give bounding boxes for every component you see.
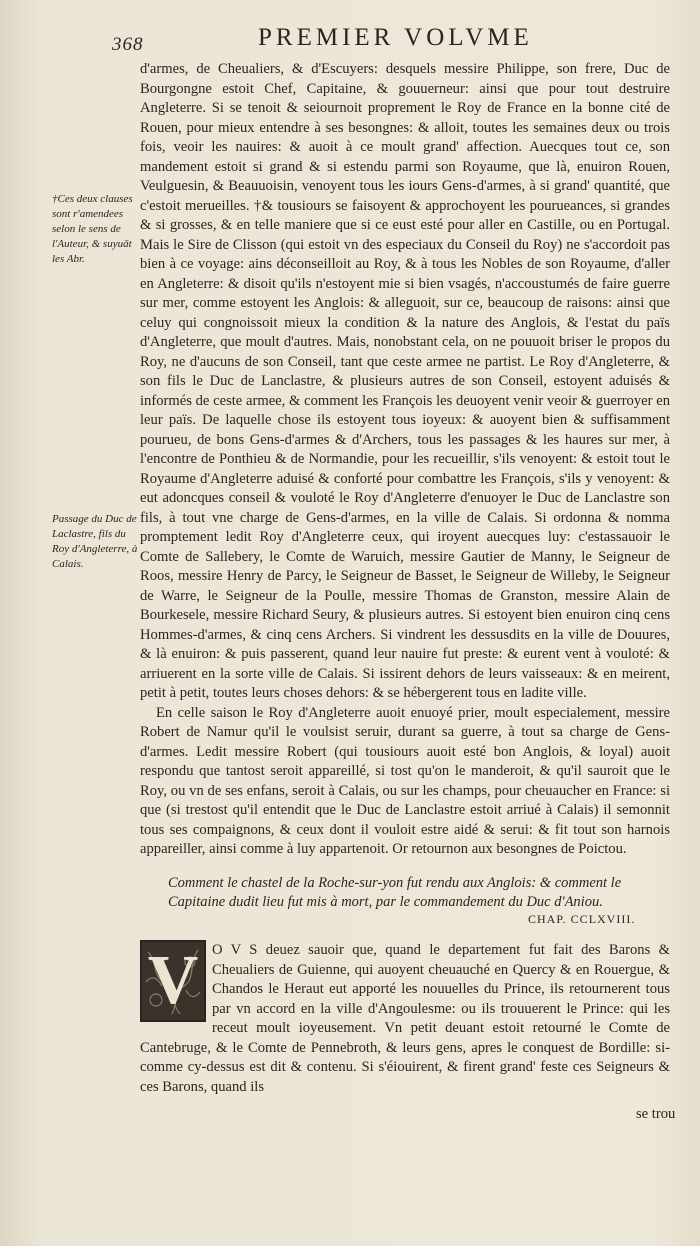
chapter-heading: Comment le chastel de la Roche-sur-yon fut rendu aux Anglois: & comment le Capitaine dudit lieu fut mis à mort, par le commandement du Duc d'Aniou. (168, 875, 622, 910)
page-header (0, 20, 700, 60)
paragraph: En celle saison le Roy d'Angleterre auoit enuoyé prier, moult especialement, messire Robert de Namur qu'il le voulsist seruir, durant sa guerre, à tout sa charge de Gens-d'armes. Ledit messire Robert (qui tousiours auoit esté bon Anglois, & loyal) auoit respondu que tantost seroit appareillé, si tost qu'on le manderoit, & qu'il sauroit que le Roy, ou vn de ses enfans, seroit à Calais, ou sur les champs, pour cheuaucher en France: si que (si trestost qu'il entendit que le Duc de Lanclastre estoit arriué à Calais) il semonnit tous ses compaignons, & ceux dont il vouloit estre aidé & serui: & fit tout son harnois appareiller, ainsi comme à luy appartenoit. Or retournon aux besongnes de Poictou. (140, 704, 670, 857)
drop-cap-letter: V (147, 942, 199, 1019)
margin-note: Passage du Duc de Laclastre, fils du Roy d'Angleterre, à Calais. (52, 513, 138, 570)
catchword: se trou (636, 1106, 676, 1122)
chapter-number: CHAP. CCLXVIII. (528, 912, 636, 926)
main-text (140, 60, 670, 860)
chapter-paragraph: O V S deuez sauoir que, quand le departement fut fait des Barons & Cheualiers de Guienne, qui auoyent cheuauché en Quercy & en Rouergue, & Chandos le Heraut eut apporté les nouuelles du Prince, ils retournerent tous par vn accord en la ville d'Angoulesme: ou ils trouuerent le Prince: qui les receut moult ioyeusement. Vn petit deuant estoit retourné le Comte de Cantebruge, & le Comte de Pennebroth, & leurs gens, apres le conquest de Bordille: si-comme cy-dessus est dit & contenu. Si s'éiouirent, & firent grand' feste ces Seigneurs & ces Barons, quand ils (140, 942, 670, 1095)
page-number: 368 (112, 34, 144, 55)
paragraph: d'armes, de Cheualiers, & d'Escuyers: desquels messire Philippe, son frere, Duc de Bourgongne estoit Chef, Capitaine, & gouuerneur: ainsi que pour tout destruire Angleterre. Si se tenoit & seiournoit proprement le Roy de France en la bonne cité de Rouen, pour mieux entendre à ses besongnes: & alloit, toutes les semaines deux ou trois fois, veoir les nauires: & auoit à ce moult grand' affection. Auecques tout ce, son mandement estoit si grand & si estendu parmi son Royaume, que là, enuiron Rouen, Veulguesin, & Beauuoisin, venoyent tous les iours Gens-d'armes, à si grand' quantité, que c'estoit merueilles. †& tousiours se faisoyent & approchoyent les pourueances, si grandes & si grosses, & en telle maniere que si ce eust esté pour aller en Castille, ou en Portugal. Mais le Sire de Clisson (qui estoit vn des especiaux du Conseil du Roy) ne s'accordoit pas bien à ce voyage: ains déconseilloit au Roy, & à tous les Nobles de son Royaume, d'aller en Angleterre: & disoit qu'ils n'estoyent mie si bien vsagés, n'accoustumés de faire guerre sur mer, comme estoyent les Anglois: & alleguoit, sur ce, beaucoup de raisons: ainsi que celuy qui congnoissoit mieux la condition & la nature des Anglois, & l'estat du païs d'Angleterre, que moult d'autres. Mais, nonobstant cela, on ne pouuoit briser le propos du Roy, ne d'aucuns de son Conseil, tant que ceste armee ne partist. Le Roy d'Angleterre, & son fils le Duc de Lanclastre, & plusieurs autres de son Conseil, estoyent aduisés & informés de ceste armee, & comment les François les deuoyent venir veoir & guerroyer en leur païs. De laquelle chose ils estoyent tous ioyeux: & auoyent bien & suffisamment pourueu, de bons Gens-d'armes & d'Archers, tous les passages & les haures sur mer, à l'encontre de Ponthieu & de Normandie, pour les recueillir, s'ils venoyent: & estoit tout le Royaume d'Angleterre aduisé & conforté pour combattre les François, s'ils y venoyent: & eut adoncques conseil & vouloté le Roy d'Angleterre d'enuoyer le Duc de Lanclastre son fils, à tout vne charge de Gens-d'armes, en la ville de Calais. Si ordonna & nomma promptement ledit Roy d'Angleterre ceux, qui iroyent auecques luy: c'estassauoir le Comte de Sallebery, le Comte de Waruich, messire Gautier de Manny, le Seigneur de Roos, messire Henry de Parcy, le Seigneur de Basset, le Seigneur de Willeby, le Seigneur de Warre, le Seigneur de la Poulle, messire Thomas de Granston, messire Alain de Bourkesele, messire Richard Seury, & plusieurs autres. Si estoyent bien enuiron cinq cens Hommes-d'armes, & cinq cens Archers. Si vindrent les dessusdits en la ville de Douures, & là enuiron: & puis passerent, quand leur nauire fut preste: & eurent vent à vouloté: & arriuerent en la sorte ville de Calais. Si issirent dehors de leurs vaisseaux: & en meirent, petit à petit, toutes leurs choses dehors: & se hébergerent tous en ladite ville. (140, 61, 670, 701)
margin-note: †Ces deux clauses sont r'amendees selon le sens de l'Auteur, & suyuāt les Abr. (52, 193, 133, 265)
chapter-text (140, 941, 670, 1097)
running-title: PREMIER VOLVME (258, 24, 533, 51)
